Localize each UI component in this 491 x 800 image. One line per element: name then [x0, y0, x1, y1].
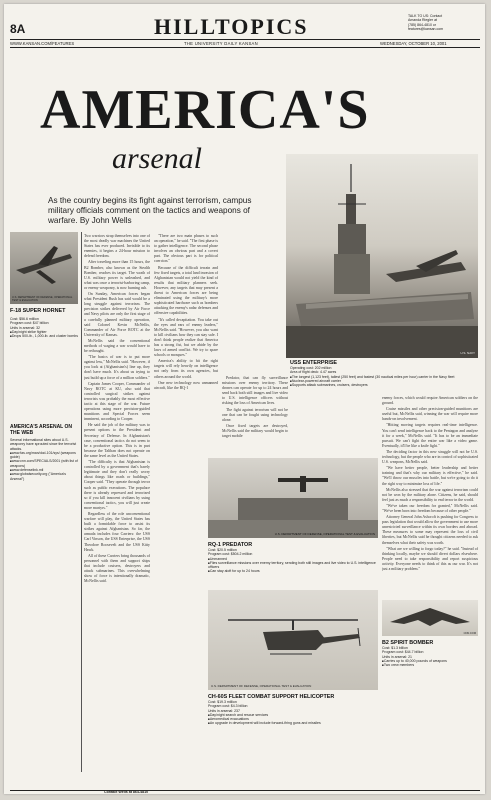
photo-credit: U.S. DEPARTMENT OF DEFENSE, OPERATIONAL TEST & EVALUATION [12, 296, 73, 302]
story-column-2 [154, 234, 218, 456]
paragraph: Because of the difficult terrain and few fixed targets, a total land invasion of Afghanistan would not yield the kind of results that military planners seek. However, any targets that may present a threat to American forces are being eliminated using the military's more sophisticated hardware such as bombers attacking the enemy's radar defenses and offensive capabilities. [154, 265, 218, 316]
fact-line: Units in arsenal: 237 [208, 708, 240, 713]
fact-line: ■ An upgrade in development will include forward-firing guns and missiles [208, 721, 378, 725]
fact-line: ■ The longest (1,123 feet), tallest (250 feet) and fastest (30 nautical miles per hour) carrier in the Navy fleet [290, 375, 478, 379]
website-url: WWW.KANSAN.COM/FEATURES [10, 41, 75, 46]
sidebar-title: USS ENTERPRISE [290, 360, 338, 366]
issue-date: WEDNESDAY, OCTOBER 10, 2001 [380, 41, 447, 46]
sidebar-title: CH-60S FLEET COMBAT SUPPORT HELICOPTER [208, 694, 335, 700]
paragraph: Captain James Cooper, Commander of Navy ROTC at KU, also said that controlled surgical strikes against terrorists was probably the most effective tactic at this stage of the war. Future operations using more precision-guided munitions and Special Forces seem imminent, according to Cooper. [84, 381, 150, 422]
fact-line: Program cost: $4.3 billion [208, 704, 248, 709]
fact-line: ■ Unmanned [208, 557, 378, 561]
photo-credit: CNN.COM [463, 632, 476, 635]
story-column-3 [222, 376, 288, 456]
headline-title: AMERICA'S [40, 79, 370, 141]
drone-illustration [208, 458, 378, 538]
paragraph: On Sunday, American forces began what President Bush has said would be a long struggle against terrorism. The precision strikes delivered by Air Force and Navy pilots are only the first stage of a carefully planned military operation, said Colonel Kevin McNellis, Commander of Air Force ROTC at the University of Kansas. [84, 292, 150, 337]
fact-line: Program cost: $47 billion [10, 321, 49, 326]
helicopter-illustration [208, 590, 378, 690]
web-link[interactable]: ■ www.defenselink.mil [10, 468, 78, 472]
paragraph: Regardless of the role unconventional warfare will play, the United States has built a formidable force to assist its strikes against Afghanistan. So far, the armada includes four Carriers: the USS Carl Vinson, the USS Enterprise, the USS Theodore Roosevelt and the USS Kitty Hawk. [84, 511, 150, 552]
paragraph: "We've taken our freedom for granted," McNellis said. "We've been born into freedom because of other people." [382, 503, 478, 513]
photo-credit: U.S. DEPARTMENT OF DEFENSE, OPERATIONAL TEST & EVALUATION [274, 532, 375, 536]
contact-line: Amanda Riegler at [408, 18, 437, 23]
paragraph: One new technology now unmanned aircraft, like the RQ-1 [154, 380, 218, 390]
fact-line: ■ Day/night search and rescue services [208, 713, 378, 717]
sidebar-facts [10, 317, 78, 338]
paragraph: The deciding factor in this new struggle will not be U.S. technology, but the people who are in control of sophisticated U.S. weapons, McNellis said. [382, 449, 478, 465]
jet-fighter-illustration [10, 232, 78, 292]
sidebar-title: F-18 SUPER HORNET [10, 308, 66, 314]
web-sidebar [10, 424, 78, 481]
paragraph: "Hitting moving targets requires real-time intelligence. You can't send intelligence back to the Pentagon and analyze it for a week," McNellis said. "It has to be an immediate pursuit. We can't fight the entire war like a video game. Eventually, it'll be like a knife fight." [382, 423, 478, 448]
story-column-4 [382, 396, 478, 778]
page-number: 8A [10, 22, 26, 36]
paper-name: THE UNIVERSITY DAILY KANSAN [184, 41, 258, 46]
fact-line: ■ Day/night strike fighter [10, 330, 78, 334]
enterprise-sidebar [290, 360, 478, 387]
paragraph: "The basics of war is to put more against less," McNellis said. "However, if you look at (Afghanistan's) line up, they don't have much. It's about us trying to just build up a force of a million soldiers." [84, 355, 150, 380]
fact-line: ■ Nuclear-powered aircraft carrier [290, 379, 478, 383]
paragraph: After traveling more than 15 hours, the B2 Bomber, also known as the Stealth Bomber, reaches its target. The wrath of U.S. military power is unleashed, and what was once a terrorist-harboring camp, or enemy weaponry, is now burning ash. [84, 260, 150, 290]
sidebar-title: RQ-1 PREDATOR [208, 542, 253, 548]
photo-credit: U.S. DEPARTMENT OF DEFENSE, OPERATIONAL TEST & EVALUATION [211, 684, 312, 688]
paragraph: "We have better people, better leadership and better training and that's why our military is effective," he said. "We'll throw our muscles into battle, but we're going to do it the right way to minimize loss of life." [382, 466, 478, 486]
predator-sidebar [208, 542, 378, 574]
fact-line: Cost: $20.5 million [208, 548, 237, 552]
paragraph: Once fixed targets are destroyed, McNellis said the military would begin to target mobile [222, 423, 288, 439]
paragraph: enemy forces, which would require American soldiers on the ground. [382, 396, 478, 406]
fact-line: ■ Two crew members [382, 663, 478, 667]
paragraph: The fight against terrorism will not be one that can be fought using technology alone. [222, 407, 288, 422]
paragraph: Attorney General John Ashcroft is pushing for Congress to pass legislation that would allow the government to use more unrestricted surveillance within its own borders and abroad. These measures to some may represent the loss of civil liberties, but McNellis said he thought citizens needed to ask themselves what their safety was worth. [382, 515, 478, 545]
web-link[interactable]: ■ www.fas.org/man/dod-101/sys/ (weapons guide) [10, 451, 78, 460]
contact-line: features@kansan.com [408, 27, 444, 32]
aircraft-carrier-illustration [286, 154, 478, 358]
fact-line: ■ Flies surveillance missions over enemy territory, sending both still images and live video to U.S. intelligence officers [208, 561, 378, 570]
paragraph: He said the job of the military was to present options to the President and Secretary of Defense. In Afghanistan's case, conventional tactics do not seem to be a productive option. This is in part because the Taliban does not operate on the same level as the United States. [84, 423, 150, 458]
story-column-1 [84, 234, 150, 774]
fact-line: Cost: $1.3 billion [382, 646, 408, 650]
fact-line: ■ Drops 500-lb., 1,000-lb. and cluster bombs [10, 334, 78, 338]
paragraph: Predator, that can fly surveillance missions over enemy territory. These drones can operate for up to 24 hours and send back both still images and live video to U.S. intelligence officers without risking the loss of American lives. [222, 376, 288, 406]
paragraph: Two warriors strap themselves into one of the most deadly war machines the United States has ever produced. Invisible to its enemies, it begins a 24-hour mission to defend freedom. [84, 234, 150, 259]
fact-line: Cost: $19.3 million [208, 700, 237, 704]
fact-line: Units in arsenal: 21 [382, 654, 412, 659]
web-link[interactable]: ■ www.cnn.com/SPECIALS/2001 (with list of weapons) [10, 459, 78, 468]
hornet-photo [10, 232, 78, 304]
paragraph: "What are we willing to forgo today?" he said. "Instead of thinking locally, maybe we should divert dollars elsewhere. People need to take responsibility and report suspicious activity. Everyone needs to think of this as our war. It's not just a military problem." [382, 546, 478, 571]
paragraph: America's ability to hit the right targets will rely heavily on intelligence not only from its own agencies, but others around the world. [154, 359, 218, 379]
paragraph: "The difficulty is that Afghanistan is controlled by a government that's barely legitimate and they don't really worry about things like roads or buildings," Cooper said. "They operate through terror such as public executions. The populace there is already repressed and terrorized so if you kill innocent civilians by using conventional tactics, you will just create more martyrs." [84, 460, 150, 510]
contact-line: Contact Wells at 864-4810 [104, 790, 149, 794]
photo-credit: U.S. NAVY [460, 351, 475, 355]
headline-deck: As the country begins its fight against terrorism, campus military officials comment on the tactics and weapons of warfare. By John Wells [48, 196, 252, 225]
fact-line: ■ Supports attack submarines, cruisers, destroyers [290, 383, 478, 387]
hornet-sidebar [10, 232, 78, 412]
helicopter-sidebar [208, 694, 378, 726]
helicopter-photo [208, 590, 378, 690]
spirit-sidebar [382, 640, 478, 667]
fact-line: Area of flight deck: 4.47 acres [290, 370, 337, 375]
fact-line: ■ Carries up to 40,000 pounds of weapons [382, 659, 478, 663]
contact-line: TALK TO US: Contact [408, 14, 443, 18]
fact-line: Program cost: $44.7 billion [382, 650, 424, 655]
sidebar-title: AMERICA'S ARSENAL ON THE WEB [10, 424, 73, 436]
predator-photo [208, 458, 378, 538]
fact-line: ■ Aeromedical evacuations [208, 717, 378, 721]
fact-line: Cost: $56.6 million [10, 317, 39, 321]
headline-subtitle: arsenal [112, 142, 202, 175]
fact-line: Units in arsenal: 32 [10, 325, 40, 330]
sidebar-intro: Several informational sites about U.S. weaponry have sprouted since the terrorist attacks. [10, 438, 77, 451]
carrier-photo [286, 154, 478, 358]
paragraph: All of these Carriers bring thousands of personnel with them and support ships that include cruisers, destroyers and attack submarines. This overwhelming show of force is intentionally dramatic, McNellis said. [84, 553, 150, 584]
contact-box [408, 14, 482, 32]
paragraph: "It's called decapitation. You take out the eyes and ears of enemy leaders," McNellis said. "However, you also want to kill civilians how they can stay safe. I don't think people realize that America has a strong fist, but we abide by the laws of armed conflict. We try to spare schools or mosques." [154, 317, 218, 358]
section-title: HILLTOPICS [154, 14, 309, 39]
story-contact [104, 778, 148, 794]
paragraph: McNellis said the conventional methods of waging a war would have to be rethought. [84, 338, 150, 354]
fact-line: Operating cost: 202 million [290, 366, 332, 370]
fact-line: ■ Can stay aloft for up to 24 hours [208, 569, 378, 573]
spirit-photo [382, 600, 478, 636]
paragraph: McNellis also stressed that the war against terrorism could not be won by the military alone. Citizens, he said, should feel just as much a responsibility to end terror in the world. [382, 487, 478, 502]
stealth-bomber-illustration [382, 600, 478, 636]
newspaper-page [4, 4, 485, 794]
paragraph: "There are two main phases to such an operation," he said. "The first phase is to gather intelligence. The second phase involves an obvious part and a covert part. The obvious part is for political coercion." [154, 234, 218, 264]
web-link[interactable]: ■ www.globalsecurity.org ("America's Arsenal") [10, 472, 78, 481]
sidebar-title: B2 SPIRIT BOMBER [382, 640, 434, 646]
paragraph: Cruise missiles and other precision-guided munitions are useful but, McNellis said, winning the war will require more hands-on involvement. [382, 407, 478, 422]
fact-line: Program cost: $504.2 million [208, 552, 253, 557]
contact-line: (785) 864-4810 or [408, 22, 437, 27]
